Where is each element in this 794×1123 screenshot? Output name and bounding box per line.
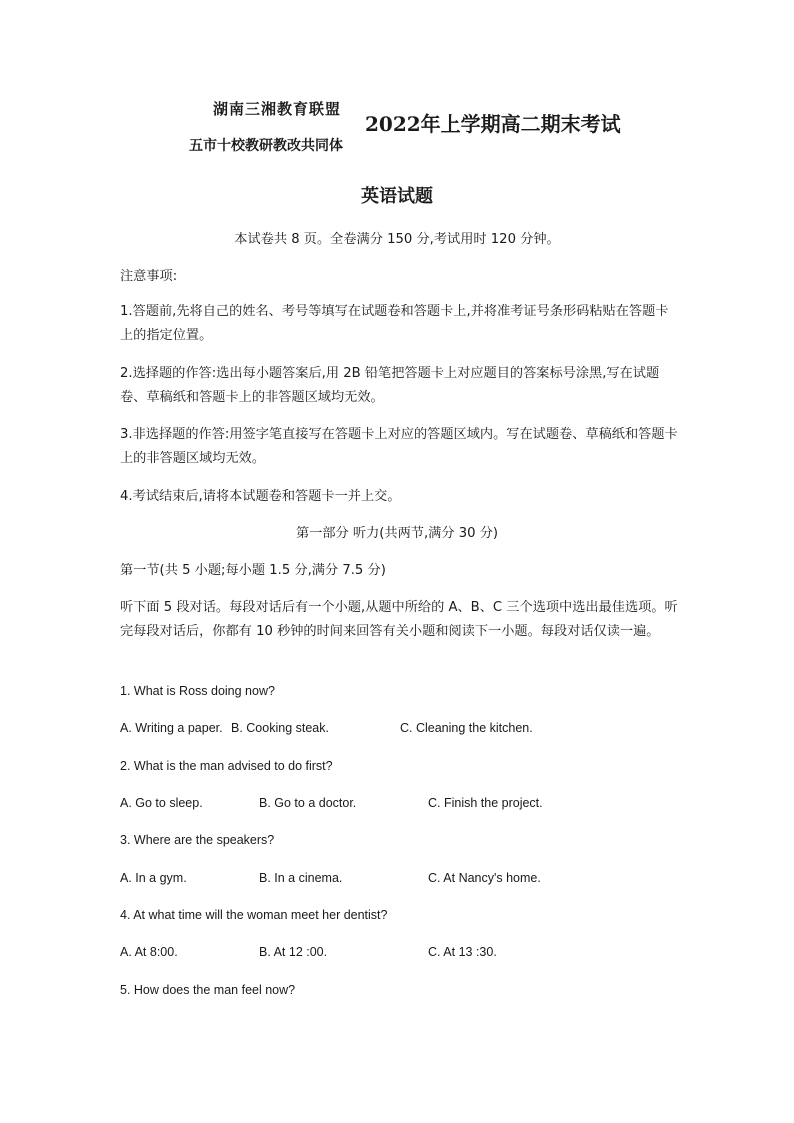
question-4: 4. At what time will the woman meet her dentist? <box>120 908 388 922</box>
organization-name-line1: 湖南三湘教育联盟 <box>213 100 342 118</box>
question-1-option-c: C. Cleaning the kitchen. <box>400 721 533 735</box>
exam-intro: 本试卷共 8 页。全卷满分 150 分,考试用时 120 分钟。 <box>234 232 560 247</box>
question-2-option-b: B. Go to a doctor. <box>259 796 357 810</box>
question-3: 3. Where are the speakers? <box>120 833 275 847</box>
notice-item-3: 3.非选择题的作答:用签字笔直接写在答题卡上对应的答题区域内。写在试题卷、草稿纸和答题卡上的非答题区域均无效。 <box>120 427 678 466</box>
question-2-option-c: C. Finish the project. <box>428 796 543 810</box>
part1-title: 第一部分 听力(共两节,满分 30 分) <box>295 526 499 541</box>
question-4-option-a: A. At 8:00. <box>120 945 178 959</box>
notice-title: 注意事项: <box>120 269 178 284</box>
subject-title: 英语试题 <box>361 186 433 207</box>
question-5: 5. How does the man feel now? <box>120 983 296 997</box>
question-3-option-b: B. In a cinema. <box>259 871 343 885</box>
section1-title: 第一节(共 5 小题;每小题 1.5 分,满分 7.5 分) <box>120 563 386 578</box>
question-2: 2. What is the man advised to do first? <box>120 759 333 773</box>
notice-item-4: 4.考试结束后,请将本试题卷和答题卡一并上交。 <box>120 489 401 504</box>
notice-item-2: 2.选择题的作答:选出每小题答案后,用 2B 铅笔把答题卡上对应题目的答案标号涂黑,写在试题卷、草稿纸和答题卡上的非答题区域均无效。 <box>120 366 660 405</box>
question-4-option-b: B. At 12 :00. <box>259 945 328 959</box>
section1-instructions: 听下面 5 段对话。每段对话后有一个小题,从题中所给的 A、B、C 三个选项中选出最佳选项。听完每段对话后，你都有 10 秒钟的时间来回答有关小题和阅读下一小题。每段对话仅读一遍。 <box>120 600 678 639</box>
question-3-option-a: A. In a gym. <box>120 871 187 885</box>
question-1-option-b: B. Cooking steak. <box>231 721 329 735</box>
exam-title: 2022年上学期高二期末考试 <box>365 112 621 136</box>
question-1-option-a: A. Writing a paper. <box>120 721 223 735</box>
organization-name-line2: 五市十校教研教改共同体 <box>189 138 343 154</box>
question-1: 1. What is Ross doing now? <box>120 684 275 698</box>
question-3-option-c: C. At Nancy's home. <box>428 871 541 885</box>
question-2-option-a: A. Go to sleep. <box>120 796 203 810</box>
notice-item-1: 1.答题前,先将自己的姓名、考号等填写在试题卷和答题卡上,并将准考证号条形码粘贴在答题卡上的指定位置。 <box>120 304 669 343</box>
question-4-option-c: C. At 13 :30. <box>428 945 497 959</box>
